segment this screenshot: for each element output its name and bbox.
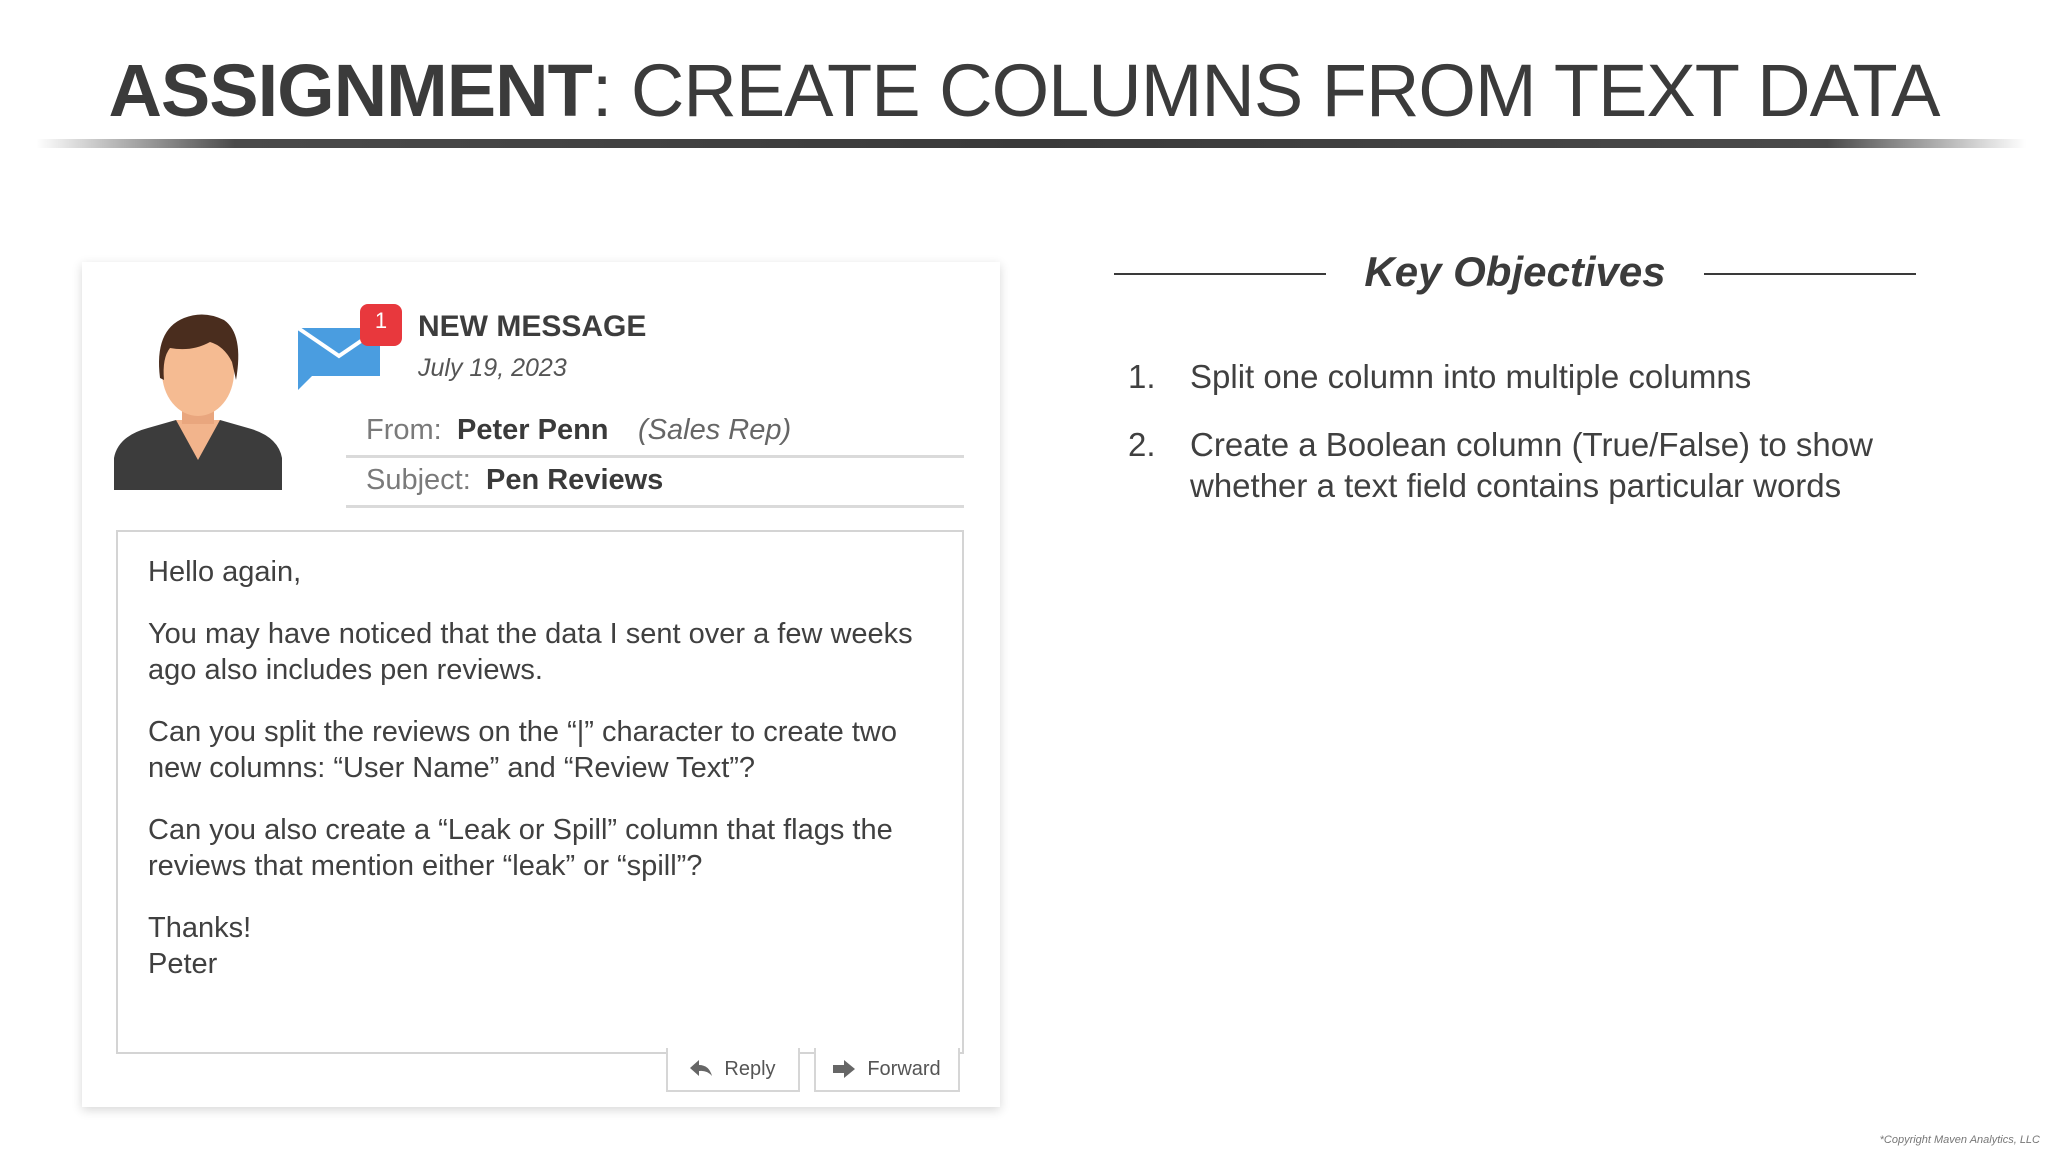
- reply-button[interactable]: [666, 1048, 800, 1092]
- forward-arrow-icon: [833, 1060, 855, 1078]
- notification-badge-count: 1: [374, 308, 388, 333]
- body-greeting: Hello again,: [148, 556, 302, 588]
- body-closing: Thanks!: [148, 912, 252, 944]
- body-paragraph-1: You may have noticed that the data I sent over a few weeks ago also includes pen reviews.: [148, 618, 913, 686]
- objectives-rule-right: [1704, 273, 1916, 275]
- from-row: [346, 410, 964, 458]
- sender-role: (Sales Rep): [638, 414, 792, 446]
- message-heading: NEW MESSAGE: [418, 310, 647, 343]
- copyright-notice: *Copyright Maven Analytics, LLC: [1879, 1134, 2040, 1146]
- page-title: [0, 48, 2048, 133]
- subject-value: Pen Reviews: [486, 464, 664, 496]
- objective-number: 1.: [1128, 358, 1156, 395]
- from-label: From:: [366, 414, 442, 446]
- title-divider: [36, 139, 2026, 148]
- sender-name: Peter Penn: [457, 414, 609, 446]
- page-title-rest: : CREATE COLUMNS FROM TEXT DATA: [591, 49, 1940, 132]
- user-avatar-icon: [114, 308, 282, 490]
- forward-button[interactable]: [814, 1048, 960, 1092]
- reply-label: Reply: [724, 1057, 776, 1080]
- subject-row: [346, 460, 964, 508]
- reply-arrow-icon: [690, 1060, 712, 1078]
- message-body: [116, 530, 964, 1054]
- objectives-rule-left: [1114, 273, 1326, 275]
- objective-number: 2.: [1128, 426, 1156, 463]
- page-title-bold: ASSIGNMENT: [108, 49, 592, 132]
- forward-label: Forward: [867, 1057, 941, 1080]
- body-paragraph-3: Can you also create a “Leak or Spill” column that flags the reviews that mention either “leak” or “spill”?: [148, 814, 893, 882]
- subject-label: Subject:: [366, 464, 471, 496]
- objectives-title: Key Objectives: [1364, 248, 1666, 295]
- objective-text: Split one column into multiple columns: [1190, 358, 1752, 395]
- message-date: July 19, 2023: [418, 354, 567, 382]
- body-paragraph-2: Can you split the reviews on the “|” character to create two new columns: “User Name” and “Review Text”?: [148, 716, 897, 784]
- objective-text: Create a Boolean column (True/False) to show whether a text field contains particular words: [1190, 426, 1873, 504]
- email-card: [82, 262, 1000, 1107]
- body-signature: Peter: [148, 948, 218, 980]
